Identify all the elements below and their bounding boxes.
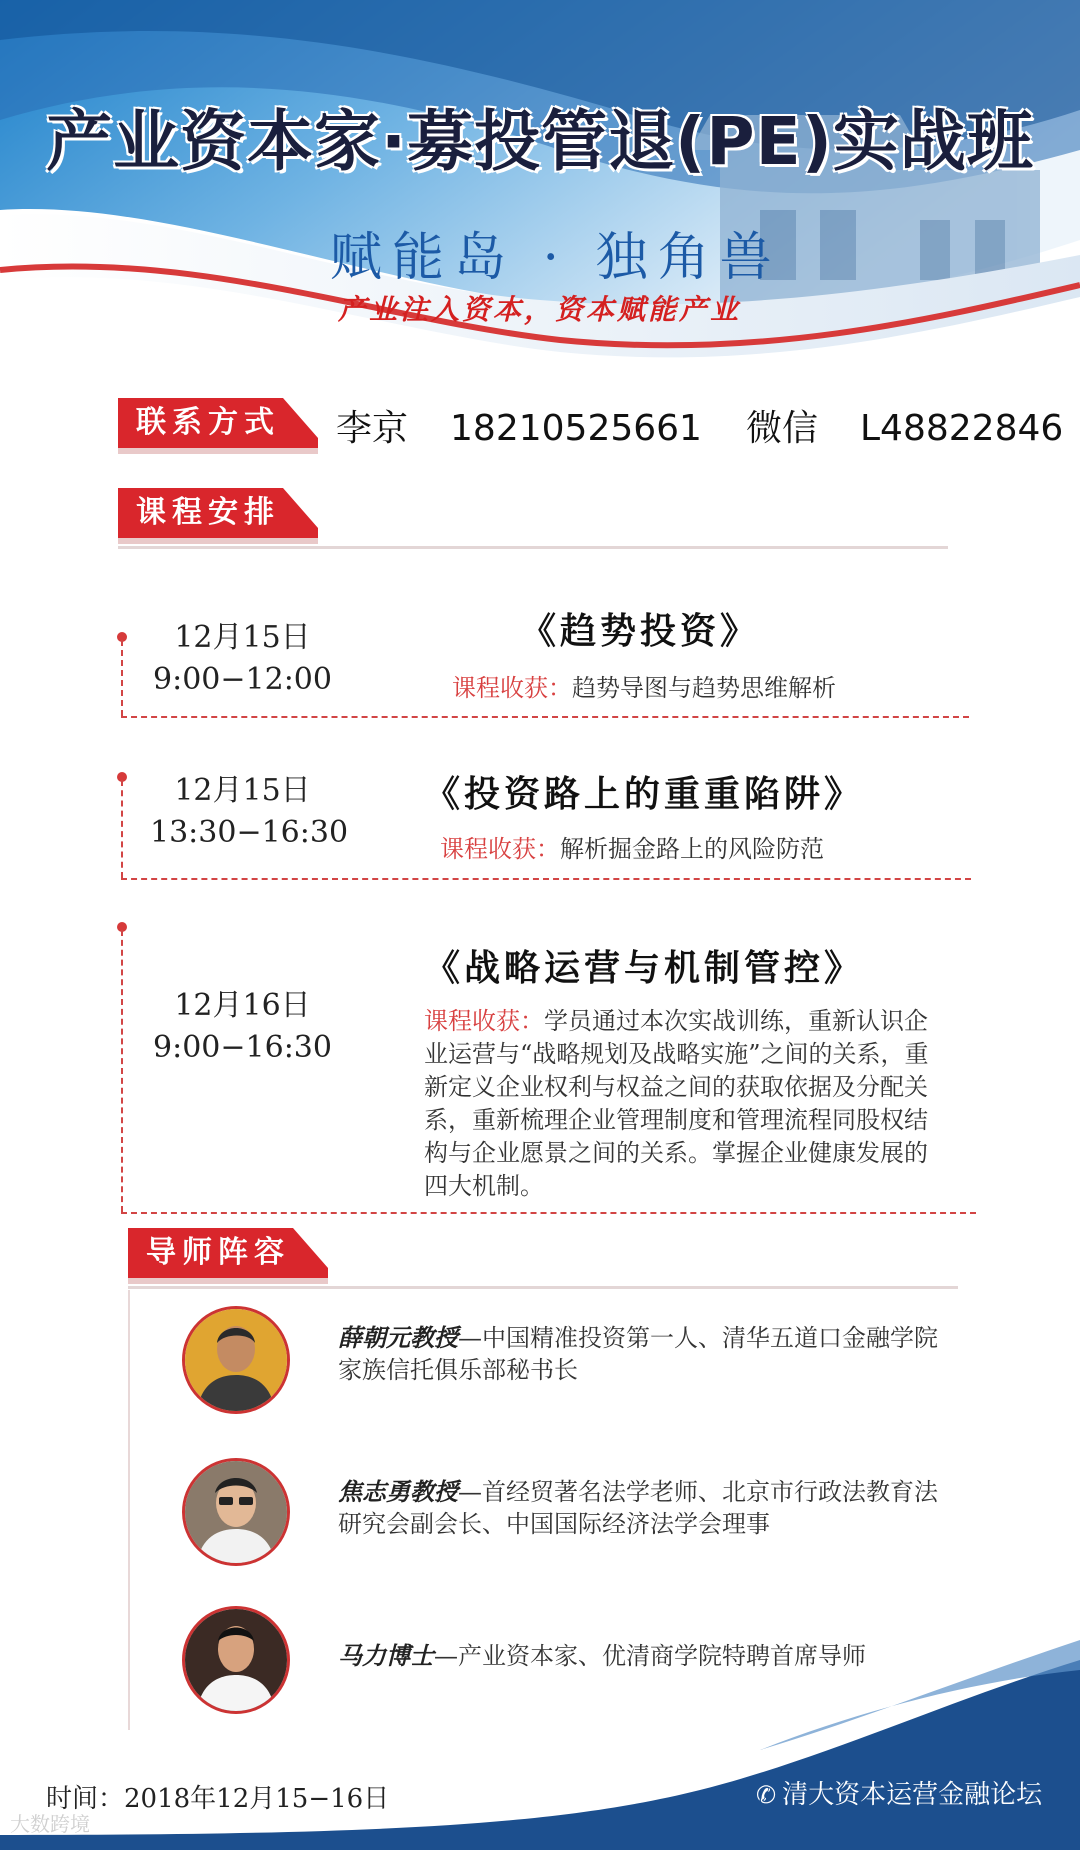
schedule-tag [118,488,318,538]
person-photo-icon [185,1309,287,1411]
schedule-item-3-date [150,985,335,1069]
footer-wave [0,1640,1080,1850]
contact-tag [118,398,318,448]
schedule-item-3-title: 《战略运营与机制管控》 [424,947,865,989]
time-text: 13:30−16:30 [150,815,349,850]
schedule-item-1-gain [452,672,836,705]
timeline-line [121,640,123,716]
wechat-id[interactable]: L48822846 [859,408,1064,449]
schedule-divider [118,546,948,549]
mentor-name: 焦志勇教授 [338,1477,458,1506]
schedule-item-2-date [150,770,349,854]
avatar [182,1458,290,1566]
poster-title: 产业资本家·募投管退(PE)实战班 [46,103,1034,180]
contact-phone[interactable]: 18210525661 [450,408,702,449]
avatar [182,1306,290,1414]
timeline-line [121,930,123,1212]
mentor-name: 薛朝元教授 [338,1323,458,1352]
schedule-item-1-date [150,617,335,701]
timeline-line [121,780,123,878]
schedule-separator [121,1212,976,1214]
mentors-divider [128,1286,958,1289]
schedule-item-2-title: 《投资路上的重重陷阱》 [424,773,865,815]
contact-tag-label: 联系方式 [136,405,280,440]
person-photo-icon [185,1461,287,1563]
mentor-desc: —产业资本家、优清商学院特聘首席导师 [434,1642,866,1670]
mentor-desc: —首经贸著名法学老师、北京市行政法教育法研究会副会长、中国国际经济法学会理事 [338,1478,938,1538]
poster-slogan: 产业注入资本，资本赋能产业 [338,293,742,326]
time-text: 9:00−16:30 [153,1030,332,1065]
date-text: 12月15日 [174,620,311,655]
schedule-separator [121,716,969,718]
mentors-tag-label: 导师阵容 [146,1235,290,1270]
schedule-item-2-gain [440,833,824,866]
schedule-item-3-gain [424,1005,936,1203]
gain-text: 学员通过本次实战训练，重新认识企业运营与“战略规划及战略实施”之间的关系，重新定义企业权利与权益之间的获取依据及分配关系，重新梳理企业管理制度和管理流程同股权结构与企业愿景之间的关系。掌握企业健康发展的四大机制。 [424,1007,929,1200]
mentor-name: 马力博士 [338,1641,434,1670]
header-banner [0,0,1080,380]
gain-text: 解析掘金路上的风险防范 [560,835,824,863]
contact-line [336,400,1063,451]
gain-label: 课程收获： [452,674,572,702]
mentor-1 [338,1322,938,1386]
gain-text: 趋势导图与趋势思维解析 [572,674,836,702]
mentor-desc: —中国精准投资第一人、清华五道口金融学院家族信托俱乐部秘书长 [338,1324,938,1384]
schedule-separator [121,878,971,880]
organizer [756,1774,1042,1811]
poster-subtitle: 赋能岛 · 独角兽 [330,228,782,288]
date-text: 12月15日 [174,773,311,808]
watermark: 大数跨境 [10,1812,90,1836]
schedule-tag-label: 课程安排 [136,495,280,530]
event-time: 时间：2018年12月15−16日 [46,1784,390,1814]
time-text: 9:00−12:00 [153,662,332,697]
gain-label: 课程收获： [440,835,560,863]
wechat-label: 微信 [745,408,818,449]
wechat-icon: ✆ [756,1781,777,1809]
date-text: 12月16日 [174,988,311,1023]
mentor-2 [338,1476,938,1540]
organizer-name: 清大资本运营金融论坛 [782,1780,1043,1810]
contact-name: 李京 [336,408,409,449]
mentors-tag [128,1228,328,1278]
schedule-item-1-title: 《趋势投资》 [520,610,761,652]
gain-label: 课程收获： [424,1007,544,1035]
